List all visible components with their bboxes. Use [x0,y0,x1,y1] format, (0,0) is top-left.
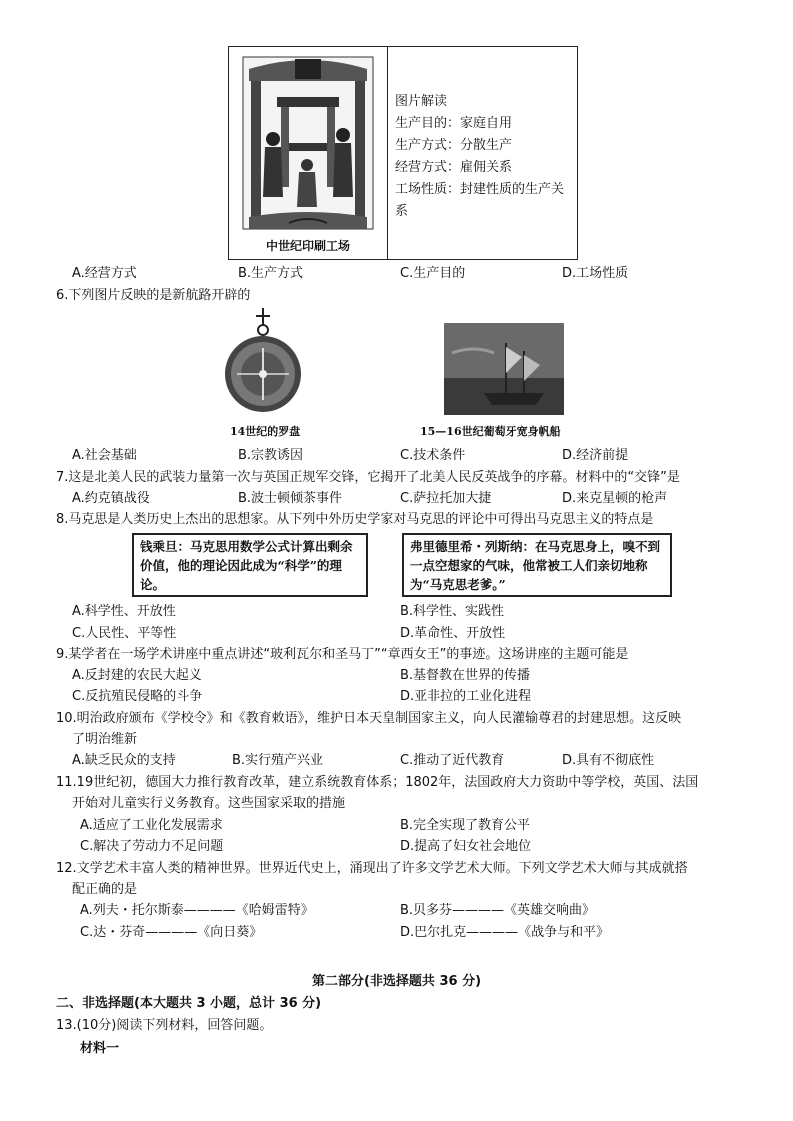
option-d[interactable]: D.来克星顿的枪声 [562,491,668,506]
question-stem-cont: 开始对儿童实行义务教育。这些国家采取的措施 [72,796,346,811]
option-a[interactable]: A.适应了工业化发展需求 [80,818,223,833]
option-c[interactable]: C.人民性、平等性 [72,626,177,641]
option-a[interactable]: A.约克镇战役 [72,491,150,506]
option-c[interactable]: C.生产目的 [400,266,466,281]
quote-box-1: 钱乘旦：马克思用数学公式计算出剩余价值，他的理论因此成为“科学”的理论。 [132,533,368,597]
option-d[interactable]: D.提高了妇女社会地位 [400,839,532,854]
option-a[interactable]: A.经营方式 [72,266,137,281]
reading-line: 图片解读 [395,94,448,109]
question-stem-cont: 了明治维新 [72,732,138,747]
question-stem: 12.文学艺术丰富人类的精神世界。世界近代史上，涌现出了许多文学艺术大师。下列文学艺术大师与其成就搭 [56,861,688,876]
option-c[interactable]: C.反抗殖民侵略的斗争 [72,689,203,704]
question-stem: 6.下列图片反映的是新航路开辟的 [56,288,251,303]
reading-line: 工场性质：封建性质的生产关 [395,182,565,197]
option-d[interactable]: D.革命性、开放性 [400,626,506,641]
option-a[interactable]: A.缺乏民众的支持 [72,753,176,768]
reading-line: 生产目的：家庭自用 [395,116,513,131]
printing-press-illustration [229,47,387,259]
option-a[interactable]: A.科学性、开放性 [72,604,176,619]
question-stem: 10.明治政府颁布《学校令》和《教育敕语》，维护日本天皇制国家主义，向人民灌输尊君的封建思想。这反映 [56,711,682,726]
table-divider [387,47,388,259]
reading-line: 生产方式：分散生产 [395,138,513,153]
option-d[interactable]: D.工场性质 [562,266,629,281]
option-b[interactable]: B.科学性、实践性 [400,604,505,619]
question-stem: 8.马克思是人类历史上杰出的思想家。从下列中外历史学家对马克思的评论中可得出马克思主义的特点是 [56,512,654,527]
option-a[interactable]: A.反封建的农民大起义 [72,668,202,683]
option-c[interactable]: C.技术条件 [400,448,466,463]
option-a[interactable]: A.社会基础 [72,448,137,463]
option-b[interactable]: B.波士顿倾茶事件 [238,491,343,506]
option-c[interactable]: C.推动了近代教育 [400,753,505,768]
sailing-ship-icon [444,323,564,415]
reading-line: 系 [395,204,409,219]
picture-table [228,46,578,260]
section-heading: 二、非选择题(本大题共 3 小题，总计 36 分) [56,996,322,1011]
ship-caption: 15—16世纪葡萄牙宽身帆船 [420,425,561,438]
question-stem-cont: 配正确的是 [72,882,138,897]
option-c[interactable]: C.萨拉托加大捷 [400,491,492,506]
option-a[interactable]: A.列夫・托尔斯泰————《哈姆雷特》 [80,903,314,918]
option-c[interactable]: C.达・芬奇————《向日葵》 [80,925,263,940]
material-label: 材料一 [80,1041,120,1056]
option-d[interactable]: D.经济前提 [562,448,629,463]
option-b[interactable]: B.实行殖产兴业 [232,753,324,768]
part-two-title: 第二部分(非选择题共 36 分) [311,974,482,989]
question-stem: 7.这是北美人民的武装力量第一次与英国正规军交锋，它揭开了北美人民反英战争的序幕。材料中的“交锋”是 [56,470,680,485]
reading-line: 经营方式：雇佣关系 [395,160,513,175]
ship-image [444,323,564,415]
option-d[interactable]: D.亚非拉的工业化进程 [400,689,532,704]
option-b[interactable]: B.完全实现了教育公平 [400,818,531,833]
picture-reading [395,91,564,223]
compass-image [222,308,304,420]
option-b[interactable]: B.生产方式 [238,266,304,281]
compass-icon [222,308,304,420]
option-d[interactable]: D.巴尔扎克————《战争与和平》 [400,925,610,940]
option-b[interactable]: B.基督教在世界的传播 [400,668,531,683]
question-stem: 13.(10分)阅读下列材料，回答问题。 [56,1018,273,1033]
option-c[interactable]: C.解决了劳动力不足问题 [80,839,224,854]
question-stem: 9.某学者在一场学术讲座中重点讲述“玻利瓦尔和圣马丁”“章西女王”的事迹。这场讲座的主题可能是 [56,647,629,662]
quote-box-2: 弗里德里希・列斯纳：在马克思身上，嗅不到一点空想家的气味，他常被工人们亲切地称为“马克思老爹。” [402,533,672,597]
option-b[interactable]: B.宗教诱因 [238,448,304,463]
question-stem: 11.19世纪初，德国大力推行教育改革，建立系统教育体系；1802年，法国政府大力资助中等学校，英国、法国 [56,775,699,790]
option-d[interactable]: D.具有不彻底性 [562,753,655,768]
option-b[interactable]: B.贝多芬————《英雄交响曲》 [400,903,596,918]
image-caption: 中世纪印刷工场 [265,239,350,253]
compass-caption: 14世纪的罗盘 [230,425,301,438]
printing-workshop-image [229,47,387,259]
